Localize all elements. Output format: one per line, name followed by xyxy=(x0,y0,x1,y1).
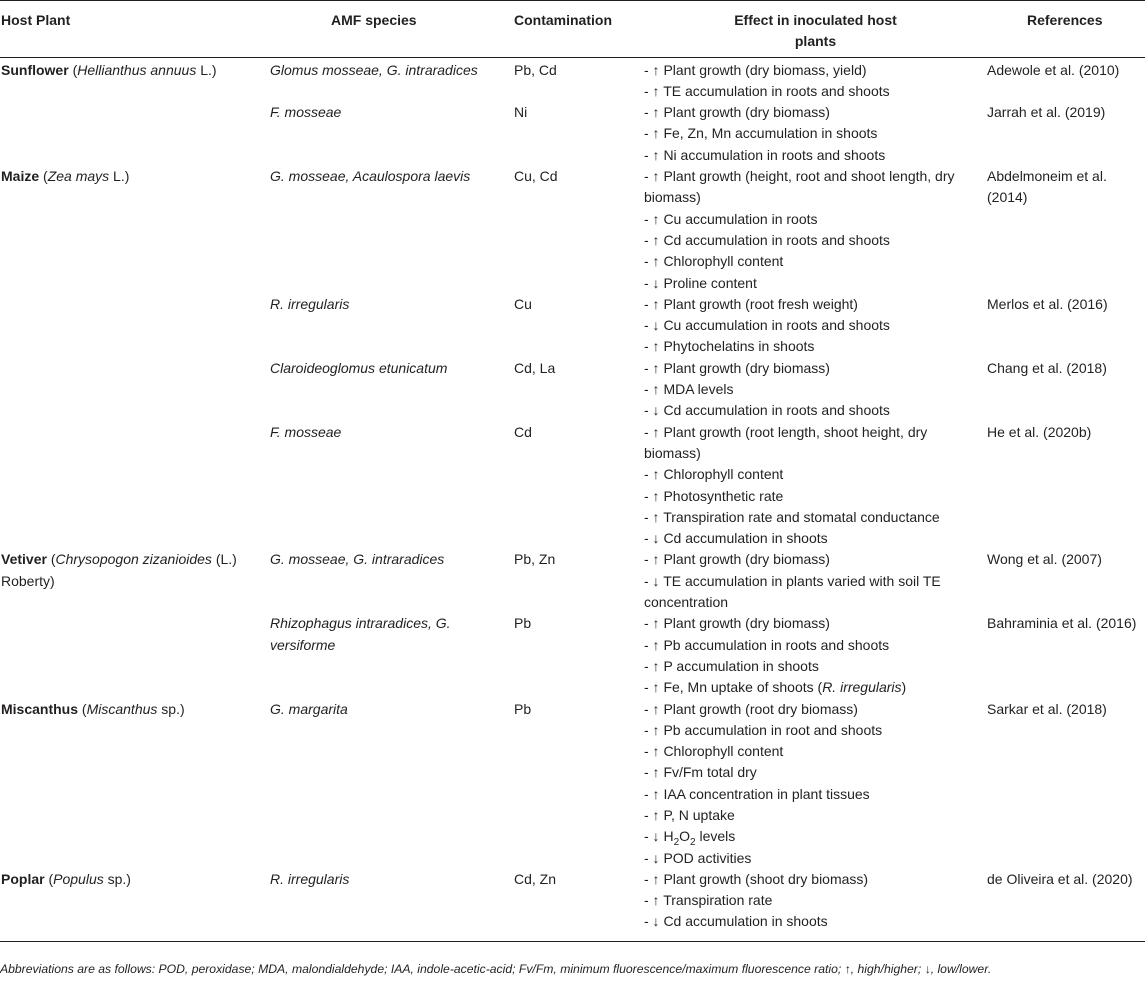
contamination-cell: Cd, Zn xyxy=(514,870,557,887)
contamination-cell: Pb, Zn xyxy=(514,551,556,568)
effect-line: - ↑ Plant growth (root length, shoot height, dry biomass) xyxy=(644,423,928,461)
host-plant-cell xyxy=(0,102,270,166)
effect-line: - ↓ TE accumulation in plants varied with soil TE concentration xyxy=(644,572,941,611)
effect-line: - ↑ P accumulation in shoots xyxy=(644,657,819,674)
header-amf-species: AMF species xyxy=(331,12,417,28)
host-plant-cell xyxy=(0,166,270,294)
subscript: 2 xyxy=(690,837,696,849)
amf-species-cell: F. mosseae xyxy=(270,104,342,121)
effect-line: - ↑ Plant growth (dry biomass) xyxy=(644,615,830,632)
table-row xyxy=(0,294,1145,358)
amf-species-cell: F. mosseae xyxy=(270,423,342,440)
plant-scientific-name: Hellianthus annuus xyxy=(77,61,197,78)
effect-line: - ↑ Pb accumulation in roots and shoots xyxy=(644,636,890,653)
host-plant-cell xyxy=(0,549,270,613)
plant-sci-close: (L.) Roberty) xyxy=(1,551,237,589)
effect-suffix: levels xyxy=(695,828,736,845)
effect-line: - ↑ Photosynthetic rate xyxy=(644,487,784,504)
effect-line: - ↑ Plant growth (shoot dry biomass) xyxy=(644,870,869,887)
effect-line: - ↑ IAA concentration in plant tissues xyxy=(644,785,870,802)
plant-common-name: Sunflower xyxy=(1,61,69,78)
effect-cell xyxy=(644,869,987,941)
contamination-cell: Pb xyxy=(514,700,532,717)
effect-cell xyxy=(644,166,987,294)
table-header xyxy=(0,1,1145,58)
amf-species-cell: G. mosseae, G. intraradices xyxy=(270,551,445,568)
effect-line: - ↑ Ni accumulation in roots and shoots xyxy=(644,146,886,163)
effect-line: - ↑ Pb accumulation in root and shoots xyxy=(644,721,883,738)
plant-sci-open: ( xyxy=(72,61,78,78)
plant-common-name: Vetiver xyxy=(1,551,47,568)
effect-line: - ↑ Chlorophyll content xyxy=(644,743,784,760)
reference-cell: Chang et al. (2018) xyxy=(987,359,1107,376)
contamination-cell: Cu xyxy=(514,295,532,312)
reference-cell: Adewole et al. (2010) xyxy=(987,61,1120,78)
effect-cell xyxy=(644,294,987,358)
plant-sci-open: ( xyxy=(81,700,87,717)
amf-species-cell: G. margarita xyxy=(270,700,348,717)
host-plant-cell xyxy=(0,294,270,358)
effect-line: - ↑ TE accumulation in roots and shoots xyxy=(644,82,890,99)
effect-line: - ↑ Plant growth (height, root and shoot length, dry biomass) xyxy=(644,168,955,206)
header-effect-label: Effect in inoculated host plants xyxy=(734,12,897,50)
amf-species-cell: G. mosseae, Acaulospora laevis xyxy=(270,168,471,185)
plant-sci-close: sp.) xyxy=(161,700,185,717)
plant-sci-close: L.) xyxy=(113,168,130,185)
effect-line: - ↑ Transpiration rate xyxy=(644,892,773,909)
table-row xyxy=(0,869,1145,941)
plant-sci-close: sp.) xyxy=(107,870,131,887)
effect-line: - ↑ Plant growth (root dry biomass) xyxy=(644,700,858,717)
effect-line: - ↑ P, N uptake xyxy=(644,806,735,823)
effect-cell xyxy=(644,549,987,613)
effect-line: - ↑ Plant growth (root fresh weight) xyxy=(644,295,858,312)
effect-cell xyxy=(644,102,987,166)
amf-species-cell: Glomus mosseae, G. intraradices xyxy=(270,61,478,78)
reference-cell: Bahraminia et al. (2016) xyxy=(987,615,1137,632)
effect-line: - ↑ Fe, Zn, Mn accumulation in shoots xyxy=(644,125,878,142)
plant-common-name: Miscanthus xyxy=(1,700,79,717)
effect-line: - ↑ Chlorophyll content xyxy=(644,466,784,483)
plant-sci-open: ( xyxy=(43,168,48,185)
reference-cell: Sarkar et al. (2018) xyxy=(987,700,1107,717)
effect-line: - ↑ Phytochelatins in shoots xyxy=(644,338,815,355)
effect-cell xyxy=(644,613,987,698)
host-plant-cell xyxy=(0,699,270,869)
contamination-cell: Ni xyxy=(514,104,528,121)
plant-scientific-name: Miscanthus xyxy=(86,700,158,717)
amf-species-cell: R. irregularis xyxy=(270,870,350,887)
amf-species-cell: R. irregularis xyxy=(270,295,350,312)
plant-scientific-name: Populus xyxy=(53,870,104,887)
table-row xyxy=(0,102,1145,166)
effect-cell xyxy=(644,699,987,869)
contamination-cell: Pb, Cd xyxy=(514,61,557,78)
effect-line: - ↑ Plant growth (dry biomass, yield) xyxy=(644,61,867,78)
header-effect xyxy=(644,1,987,58)
effect-line: - ↓ POD activities xyxy=(644,849,752,866)
effect-line xyxy=(644,826,987,847)
effect-cell xyxy=(644,358,987,422)
host-plant-cell xyxy=(0,57,270,102)
reference-cell: Jarrah et al. (2019) xyxy=(987,104,1106,121)
table-footnote: Abbreviations are as follows: POD, peroxidase; MDA, malondialdehyde; IAA, indole-acetic-acid; Fv/Fm, minimum fluorescence/maximum fluorescence ratio; ↑, high/higher; ↓, low/lower. xyxy=(0,962,992,976)
effect-line: - ↑ Cd accumulation in roots and shoots xyxy=(644,231,890,248)
host-plant-cell xyxy=(0,422,270,550)
table-row xyxy=(0,422,1145,550)
effect-line: - ↑ Plant growth (dry biomass) xyxy=(644,551,830,568)
table-body xyxy=(0,57,1145,941)
plant-scientific-name: Zea mays xyxy=(47,168,110,185)
contamination-cell: Cu, Cd xyxy=(514,168,558,185)
amf-species-cell: Claroideoglomus etunicatum xyxy=(270,359,448,376)
effect-line: - ↓ Proline content xyxy=(644,274,757,291)
reference-cell: Merlos et al. (2016) xyxy=(987,295,1108,312)
table-row xyxy=(0,699,1145,869)
host-plant-cell xyxy=(0,358,270,422)
effect-prefix: - ↓ H xyxy=(644,828,674,845)
effect-line: - ↑ MDA levels xyxy=(644,381,734,398)
host-plant-cell xyxy=(0,613,270,698)
table-row xyxy=(0,613,1145,698)
reference-cell: Abdelmoneim et al. (2014) xyxy=(987,168,1107,206)
effect-line: - ↑ Plant growth (dry biomass) xyxy=(644,359,830,376)
plant-sci-open: ( xyxy=(50,551,56,568)
effect-suffix: ) xyxy=(901,679,907,696)
header-contamination: Contamination xyxy=(514,12,612,28)
contamination-cell: Cd, La xyxy=(514,359,556,376)
effect-line: - ↓ Cu accumulation in roots and shoots xyxy=(644,317,890,334)
effect-cell xyxy=(644,422,987,550)
effect-line: - ↓ Cd accumulation in roots and shoots xyxy=(644,402,890,419)
effect-line: - ↑ Cu accumulation in roots xyxy=(644,210,818,227)
amf-species-cell: Rhizophagus intraradices, G. versiforme xyxy=(270,615,451,653)
effect-prefix: - ↑ Fe, Mn uptake of shoots ( xyxy=(644,679,823,696)
table-row xyxy=(0,57,1145,102)
effect-cell xyxy=(644,57,987,102)
effect-line: - ↓ Cd accumulation in shoots xyxy=(644,913,828,930)
effect-line: - ↑ Plant growth (dry biomass) xyxy=(644,104,830,121)
effect-line xyxy=(644,677,987,698)
effect-italic: R. irregularis xyxy=(822,679,902,696)
contamination-cell: Pb xyxy=(514,615,532,632)
header-references: References xyxy=(1027,12,1103,28)
table-row xyxy=(0,166,1145,294)
table-row xyxy=(0,549,1145,613)
effect-line: - ↑ Chlorophyll content xyxy=(644,253,784,270)
effect-mid: O xyxy=(679,828,691,845)
reference-cell: He et al. (2020b) xyxy=(987,423,1092,440)
plant-sci-open: ( xyxy=(48,870,54,887)
plant-scientific-name: Chrysopogon zizanioides xyxy=(55,551,212,568)
contamination-cell: Cd xyxy=(514,423,532,440)
effect-line: - ↓ Cd accumulation in shoots xyxy=(644,530,828,547)
subscript: 2 xyxy=(673,837,680,849)
header-host-plant: Host Plant xyxy=(1,12,71,28)
plant-sci-close: L.) xyxy=(200,61,217,78)
reference-cell: de Oliveira et al. (2020) xyxy=(987,870,1133,887)
host-plant-cell xyxy=(0,869,270,941)
effect-line: - ↑ Transpiration rate and stomatal conductance xyxy=(644,508,940,525)
plant-common-name: Poplar xyxy=(1,870,45,887)
effect-line: - ↑ Fv/Fm total dry xyxy=(644,764,757,781)
plant-common-name: Maize xyxy=(1,168,40,185)
reference-cell: Wong et al. (2007) xyxy=(987,551,1102,568)
table-row xyxy=(0,358,1145,422)
